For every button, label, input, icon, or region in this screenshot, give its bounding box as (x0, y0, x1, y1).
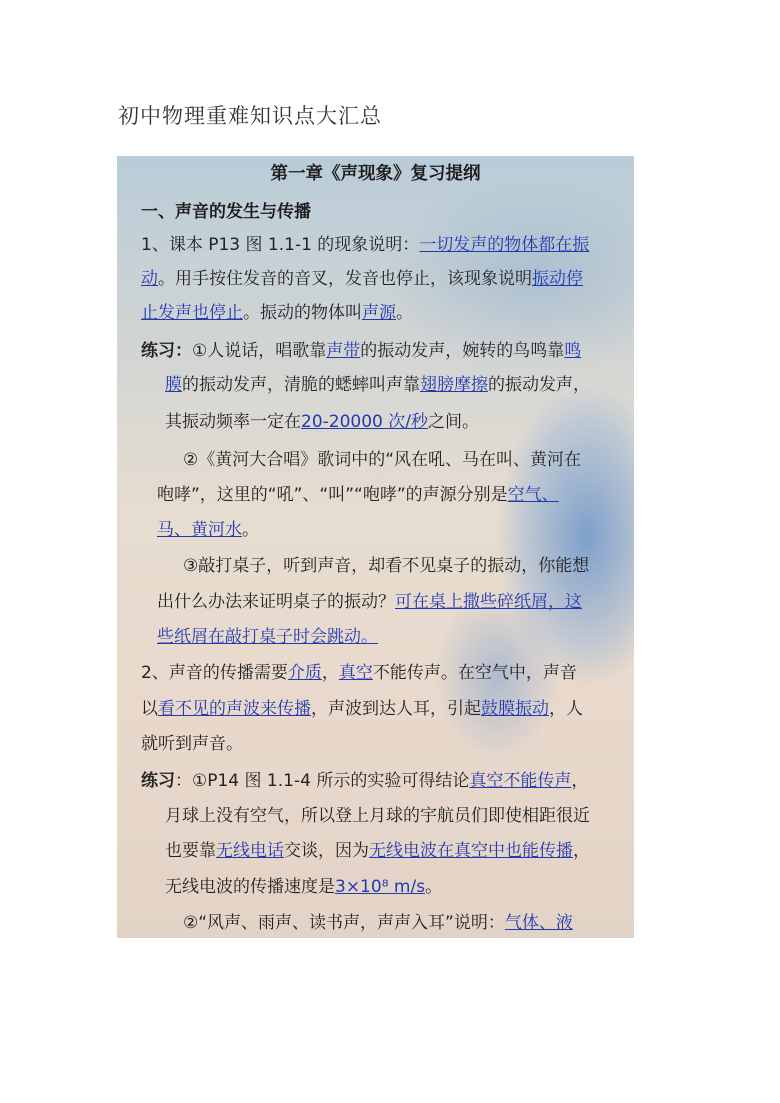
exercise-2-line-2: 月球上没有空气，所以登上月球的宇航员们即使相距很近 (165, 806, 590, 826)
exercise-1-q3-line-3 (157, 625, 378, 649)
exercise-1-line-3: 其振动频率一定在20-20000 次/秒之间。 (165, 412, 479, 432)
answer-link[interactable]: 可在桌上撒些碎纸屑，这 (395, 592, 582, 612)
exercise-1-line-2: 膜的振动发声，清脆的蟋蟀叫声靠翅膀摩擦的振动发声， (165, 375, 590, 395)
document-title: 初中物理重难知识点大汇总 (118, 104, 382, 128)
answer-link[interactable]: 介质 (287, 663, 322, 683)
answer-link[interactable]: 动 (141, 269, 158, 289)
answer-link[interactable]: 气体、液 (504, 913, 573, 933)
exercise-label: 练习： (141, 341, 192, 361)
answer-link[interactable]: 空气、 (507, 485, 559, 505)
chapter-image-panel (117, 156, 634, 938)
paragraph-2-line-1: 2、声音的传播需要介质，真空不能传声。在空气中，声音 (141, 663, 577, 683)
answer-link[interactable]: 鼓膜振动 (481, 699, 549, 719)
answer-link[interactable]: 马、黄河水 (157, 520, 242, 540)
exercise-1-q3-line-1: ③敲打桌子，听到声音，却看不见桌子的振动，你能想 (183, 556, 590, 576)
exercise-label: 练习 (141, 771, 175, 791)
exercise-2-q2-line-1: ②“风声、雨声、读书声，声声入耳”说明：气体、液 (183, 913, 573, 933)
answer-link[interactable]: 振动停 (532, 269, 583, 289)
paragraph-2-line-3: 就听到声音。 (141, 734, 243, 754)
answer-link[interactable]: 看不见的声波来传播 (158, 699, 311, 719)
answer-link[interactable]: 真空不能传声 (469, 771, 572, 791)
chapter-title: 第一章《声现象》复习提纲 (270, 164, 481, 184)
paragraph-2-line-2: 以看不见的声波来传播，声波到达人耳，引起鼓膜振动，人 (141, 699, 583, 719)
exercise-1-q2-line-1: ②《黄河大合唱》歌词中的“风在吼、马在叫、黄河在 (183, 450, 582, 470)
paragraph-1-line-2: 动。用手按住发音的音叉，发音也停止，该现象说明振动停 (141, 269, 583, 289)
exercise-1-q3-line-2: 出什么办法来证明桌子的振动？可在桌上撒些碎纸屑，这 (157, 592, 582, 612)
section-heading: 一、声音的发生与传播 (141, 202, 311, 222)
answer-link[interactable]: 些纸屑在敲打桌子时会跳动。 (157, 627, 378, 647)
exercise-2-line-3: 也要靠无线电话交谈，因为无线电波在真空中也能传播， (165, 841, 590, 861)
answer-link[interactable]: 真空 (338, 663, 373, 683)
answer-link[interactable]: 无线电话 (216, 841, 284, 861)
answer-link[interactable]: 20-20000 次/秒 (301, 412, 428, 432)
paragraph-1-line-1: 1、课本 P13 图 1.1-1 的现象说明：一切发声的物体都在振 (141, 235, 590, 255)
answer-link[interactable]: 3×10⁸ m/s (335, 877, 426, 897)
exercise-1-q2-line-2: 咆哮”，这里的“吼”、“叫”“咆哮”的声源分别是空气、 (157, 485, 559, 505)
answer-link[interactable]: 一切发声的物体都在振 (419, 235, 590, 255)
paragraph-1-line-3: 止发声也停止。振动的物体叫声源。 (141, 303, 413, 323)
answer-link[interactable]: 无线电波在真空中也能传播 (369, 841, 573, 861)
answer-link[interactable]: 声带 (326, 341, 361, 361)
exercise-1-line-1: 练习：①人说话，唱歌靠声带的振动发声，婉转的鸟鸣靠鸣 (141, 341, 582, 361)
exercise-2-line-1: 练习：①P14 图 1.1-4 所示的实验可得结论真空不能传声， (141, 771, 589, 791)
answer-link[interactable]: 膜 (165, 375, 182, 395)
answer-link[interactable]: 止发声也停止 (141, 303, 243, 323)
answer-link[interactable]: 鸣 (564, 341, 582, 361)
answer-link[interactable]: 声源 (362, 303, 396, 323)
exercise-2-line-4: 无线电波的传播速度是3×10⁸ m/s。 (165, 877, 443, 897)
answer-link[interactable]: 翅膀摩擦 (420, 375, 488, 395)
exercise-1-q2-line-3: 马、黄河水。 (157, 520, 259, 540)
